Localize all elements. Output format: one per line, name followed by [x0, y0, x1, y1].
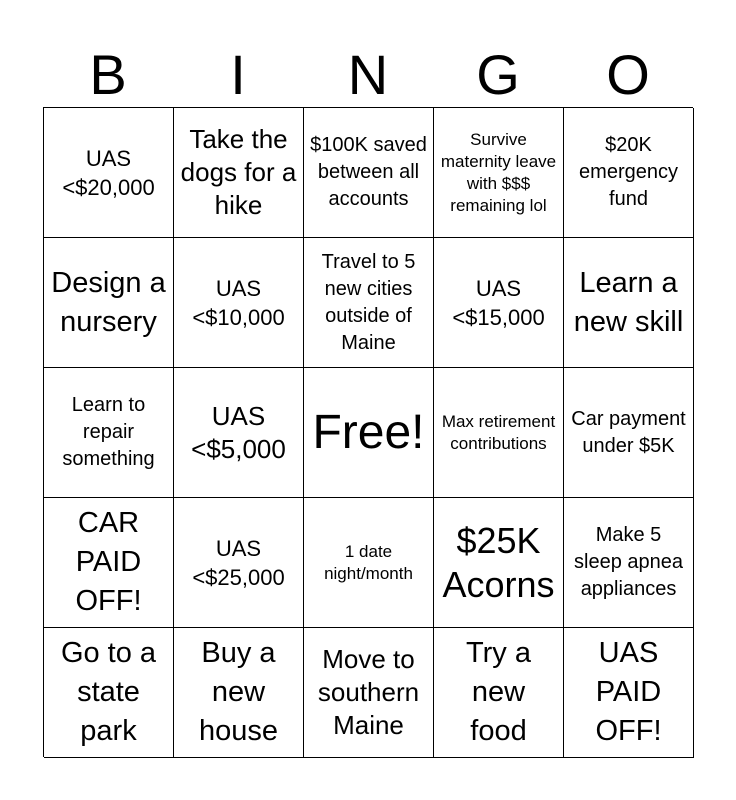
- bingo-header: [43, 43, 693, 106]
- bingo-cell[interactable]: [434, 238, 564, 368]
- bingo-cell[interactable]: [174, 368, 304, 498]
- cell-text: Move to southern Maine: [317, 644, 420, 740]
- bingo-cell[interactable]: [174, 628, 304, 758]
- header-letter-o: O: [606, 43, 650, 106]
- cell-text: UAS <$25,000: [192, 535, 285, 590]
- bingo-cell[interactable]: [434, 628, 564, 758]
- cell-text: Take the dogs for a hike: [180, 124, 297, 220]
- cell-text: CAR PAID OFF!: [75, 507, 142, 617]
- cell-text: UAS PAID OFF!: [595, 637, 662, 747]
- bingo-cell[interactable]: [434, 498, 564, 628]
- bingo-cell[interactable]: [44, 628, 174, 758]
- bingo-cell[interactable]: [564, 628, 694, 758]
- bingo-cell[interactable]: [304, 108, 434, 238]
- cell-text: Survive maternity leave with $$$ remaining lol: [440, 129, 557, 215]
- cell-text: Try a new food: [466, 637, 531, 747]
- header-letter-g: G: [476, 43, 520, 106]
- bingo-cell[interactable]: [44, 238, 174, 368]
- cell-text: Free!: [312, 405, 425, 459]
- cell-text: Travel to 5 new cities outside of Maine: [321, 250, 416, 354]
- cell-text: Max retirement contributions: [441, 411, 556, 453]
- bingo-free-cell[interactable]: [304, 368, 434, 498]
- bingo-cell[interactable]: [564, 498, 694, 628]
- bingo-cell[interactable]: [564, 368, 694, 498]
- cell-text: Go to a state park: [60, 637, 157, 747]
- cell-text: UAS <$20,000: [62, 145, 155, 200]
- header-letter-n: N: [347, 43, 389, 106]
- cell-text: 1 date night/month: [324, 541, 413, 583]
- cell-text: $100K saved between all accounts: [310, 134, 427, 210]
- header-letter-i: I: [230, 43, 246, 106]
- bingo-cell[interactable]: [304, 238, 434, 368]
- cell-text: Learn to repair something: [62, 394, 155, 470]
- cell-text: $25K Acorns: [442, 519, 555, 605]
- bingo-cell[interactable]: [564, 108, 694, 238]
- cell-text: Make 5 sleep apnea appliances: [574, 524, 683, 600]
- cell-text: Learn a new skill: [573, 266, 684, 338]
- bingo-grid: [43, 107, 693, 757]
- cell-text: $20K emergency fund: [579, 134, 678, 210]
- header-letter-b: B: [89, 43, 127, 106]
- bingo-cell[interactable]: [44, 368, 174, 498]
- bingo-cell[interactable]: [304, 628, 434, 758]
- cell-text: UAS <$15,000: [452, 275, 545, 330]
- bingo-cell[interactable]: [564, 238, 694, 368]
- cell-text: UAS <$10,000: [192, 275, 285, 330]
- bingo-cell[interactable]: [304, 498, 434, 628]
- bingo-cell[interactable]: [174, 498, 304, 628]
- cell-text: Design a nursery: [51, 266, 166, 338]
- bingo-cell[interactable]: [174, 108, 304, 238]
- bingo-cell[interactable]: [44, 498, 174, 628]
- cell-text: Car payment under $5K: [571, 407, 686, 457]
- bingo-cell[interactable]: [434, 108, 564, 238]
- cell-text: Buy a new house: [198, 637, 278, 747]
- bingo-cell[interactable]: [174, 238, 304, 368]
- bingo-cell[interactable]: [434, 368, 564, 498]
- bingo-cell[interactable]: [44, 108, 174, 238]
- cell-text: UAS <$5,000: [191, 400, 286, 464]
